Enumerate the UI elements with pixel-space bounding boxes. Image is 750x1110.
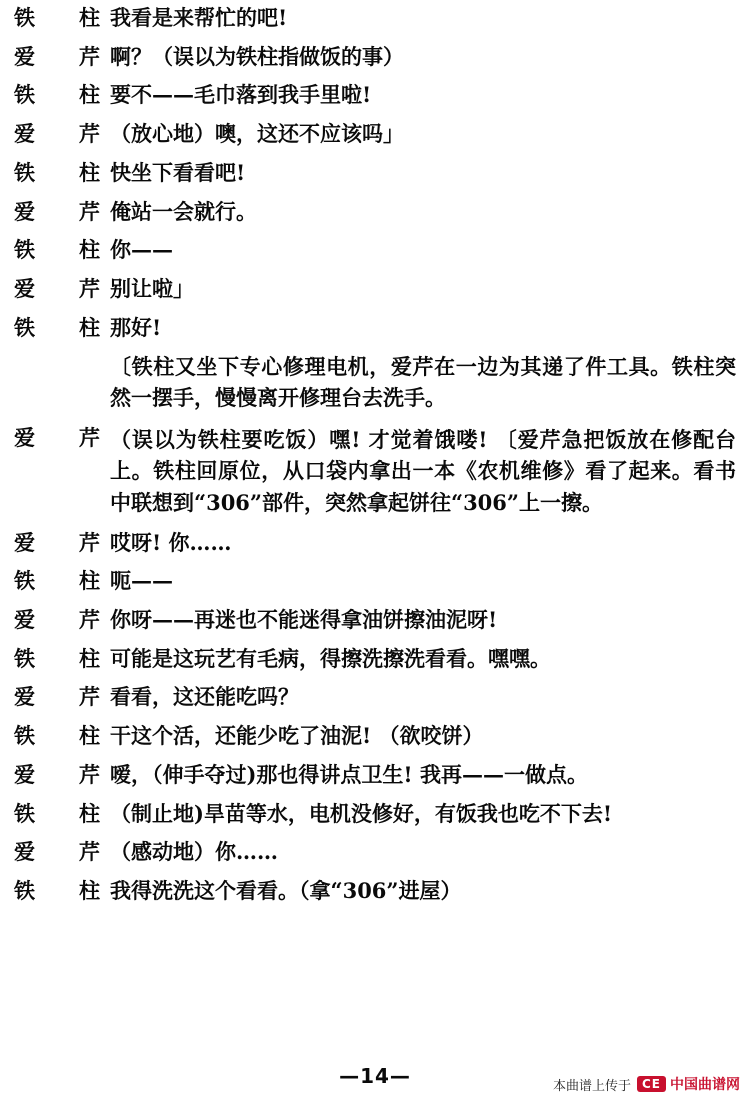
speaker-char-2: 柱	[79, 237, 100, 263]
dialogue-line	[14, 606, 736, 634]
speaker-char-1: 铁	[14, 800, 35, 826]
speaker-char-1: 铁	[14, 314, 35, 340]
speaker-name	[14, 314, 110, 342]
speaker-name	[14, 761, 110, 789]
dialogue-line	[14, 275, 736, 303]
speaker-char-1: 爱	[14, 198, 35, 224]
speaker-name	[14, 424, 110, 452]
dialogue-text: 哎呀! 你……	[110, 529, 232, 555]
speaker-char-2: 芹	[79, 121, 100, 147]
speaker-char-1: 爱	[14, 529, 35, 555]
speaker-char-1: 铁	[14, 159, 35, 185]
dialogue-line	[14, 120, 736, 148]
dialogue-line	[14, 800, 736, 828]
dialogue-text: 要不——毛巾落到我手里啦!	[110, 82, 372, 108]
speaker-char-2: 柱	[79, 568, 100, 594]
dialogue-text: 呃——	[110, 568, 173, 594]
dialogue-text: 我得洗洗这个看看。（拿“306”进屋）	[110, 878, 462, 904]
speaker-name	[14, 81, 110, 109]
dialogue-line	[14, 722, 736, 750]
speaker-char-2: 柱	[79, 800, 100, 826]
speaker-char-1: 铁	[14, 568, 35, 594]
dialogue-text: 啊？（误以为铁柱指做饭的事）	[110, 43, 404, 69]
speaker-char-2: 柱	[79, 645, 100, 671]
speaker-char-1: 铁	[14, 723, 35, 749]
speaker-name	[14, 683, 110, 711]
dialogue-text: 那好!	[110, 314, 162, 340]
speaker-char-2: 柱	[79, 878, 100, 904]
speaker-char-1: 铁	[14, 5, 35, 30]
speaker-char-1: 爱	[14, 276, 35, 302]
dialogue-line	[14, 43, 736, 71]
dialogue-line	[14, 81, 736, 109]
speaker-name	[14, 120, 110, 148]
speaker-name	[14, 159, 110, 187]
dialogue-text: 干这个活，还能少吃了油泥! （欲咬饼）	[110, 723, 484, 749]
speaker-char-1: 爱	[14, 761, 35, 787]
dialogue-text: （放心地）噢，这还不应该吗」	[110, 121, 404, 147]
dialogue-text: 看看，这还能吃吗？	[110, 684, 299, 710]
dialogue-text: 嗳，（伸手夺过)那也得讲点卫生! 我再——一做点。	[110, 761, 588, 787]
speaker-char-2: 芹	[79, 198, 100, 224]
dialogue-line	[14, 645, 736, 673]
speaker-name	[14, 877, 110, 905]
speaker-char-2: 芹	[79, 425, 100, 451]
speaker-name	[14, 838, 110, 866]
speaker-char-2: 芹	[79, 607, 100, 633]
speaker-char-2: 芹	[79, 761, 100, 787]
page-number: —14—	[339, 1064, 411, 1088]
speaker-char-2: 芹	[79, 684, 100, 710]
speaker-name	[14, 645, 110, 673]
dialogue-text: （误以为铁柱要吃饭）嘿! 才觉着饿喽! 〔爱芹急把饭放在修配台上。铁柱回原位，从口袋内拿出一本《农机维修》看了起来。看书中联想到“306”部件，突然拿起饼往“306”上一擦。	[110, 427, 736, 515]
speaker-char-2: 芹	[79, 43, 100, 69]
speaker-char-1: 爱	[14, 607, 35, 633]
speaker-char-2: 柱	[79, 5, 100, 30]
speaker-name	[14, 567, 110, 595]
dialogue-line	[14, 424, 736, 517]
dialogue-line	[14, 198, 736, 226]
speaker-name	[14, 236, 110, 264]
speaker-char-1: 爱	[14, 839, 35, 865]
dialogue-line	[14, 877, 736, 905]
speaker-char-2: 柱	[79, 82, 100, 108]
dialogue-text: 别让啦」	[110, 276, 194, 302]
stage-direction: 〔铁柱又坐下专心修理电机，爱芹在一边为其递了件工具。铁柱突然一摆手，慢慢离开修理台去洗手。	[110, 354, 736, 410]
dialogue-line	[14, 761, 736, 789]
watermark-site: 中国曲谱网	[670, 1077, 740, 1093]
speaker-name	[14, 722, 110, 750]
speaker-char-1: 爱	[14, 425, 35, 451]
speaker-name	[14, 4, 110, 32]
dialogue-text: 我看是来帮忙的吧!	[110, 5, 288, 30]
dialogue-line	[14, 529, 736, 557]
speaker-char-2: 芹	[79, 276, 100, 302]
watermark	[553, 1074, 740, 1094]
speaker-name	[14, 198, 110, 226]
dialogue-text: 可能是这玩艺有毛病，得擦洗擦洗看看。嘿嘿。	[110, 645, 551, 671]
dialogue-text: （感动地）你……	[110, 839, 278, 865]
speaker-name	[14, 529, 110, 557]
speaker-char-2: 柱	[79, 159, 100, 185]
watermark-logo-icon: CE	[637, 1076, 666, 1092]
dialogue-line	[14, 4, 736, 32]
speaker-char-1: 铁	[14, 82, 35, 108]
dialogue-line	[14, 838, 736, 866]
dialogue-text: （制止地)旱苗等水，电机没修好，有饭我也吃不下去!	[110, 800, 613, 826]
speaker-char-1: 铁	[14, 645, 35, 671]
speaker-char-1: 铁	[14, 878, 35, 904]
dialogue-line	[14, 683, 736, 711]
speaker-name	[14, 275, 110, 303]
speaker-char-2: 柱	[79, 314, 100, 340]
speaker-char-1: 爱	[14, 121, 35, 147]
speaker-char-1: 铁	[14, 237, 35, 263]
speaker-char-1: 爱	[14, 43, 35, 69]
watermark-text: 本曲谱上传于	[552, 1078, 631, 1094]
dialogue-line	[14, 236, 736, 264]
dialogue-line	[14, 159, 736, 187]
speaker-name	[14, 43, 110, 71]
speaker-char-2: 芹	[79, 839, 100, 865]
dialogue-text: 你——	[110, 237, 173, 263]
speaker-name	[14, 606, 110, 634]
speaker-char-2: 芹	[79, 529, 100, 555]
speaker-char-1: 爱	[14, 684, 35, 710]
dialogue-text: 快坐下看看吧!	[110, 159, 246, 185]
speaker-char-2: 柱	[79, 723, 100, 749]
script-body	[14, 4, 736, 905]
dialogue-text: 你呀——再迷也不能迷得拿油饼擦油泥呀!	[110, 607, 498, 633]
speaker-name	[14, 800, 110, 828]
dialogue-line	[14, 314, 736, 342]
dialogue-text: 俺站一会就行。	[110, 198, 257, 224]
dialogue-line	[14, 567, 736, 595]
